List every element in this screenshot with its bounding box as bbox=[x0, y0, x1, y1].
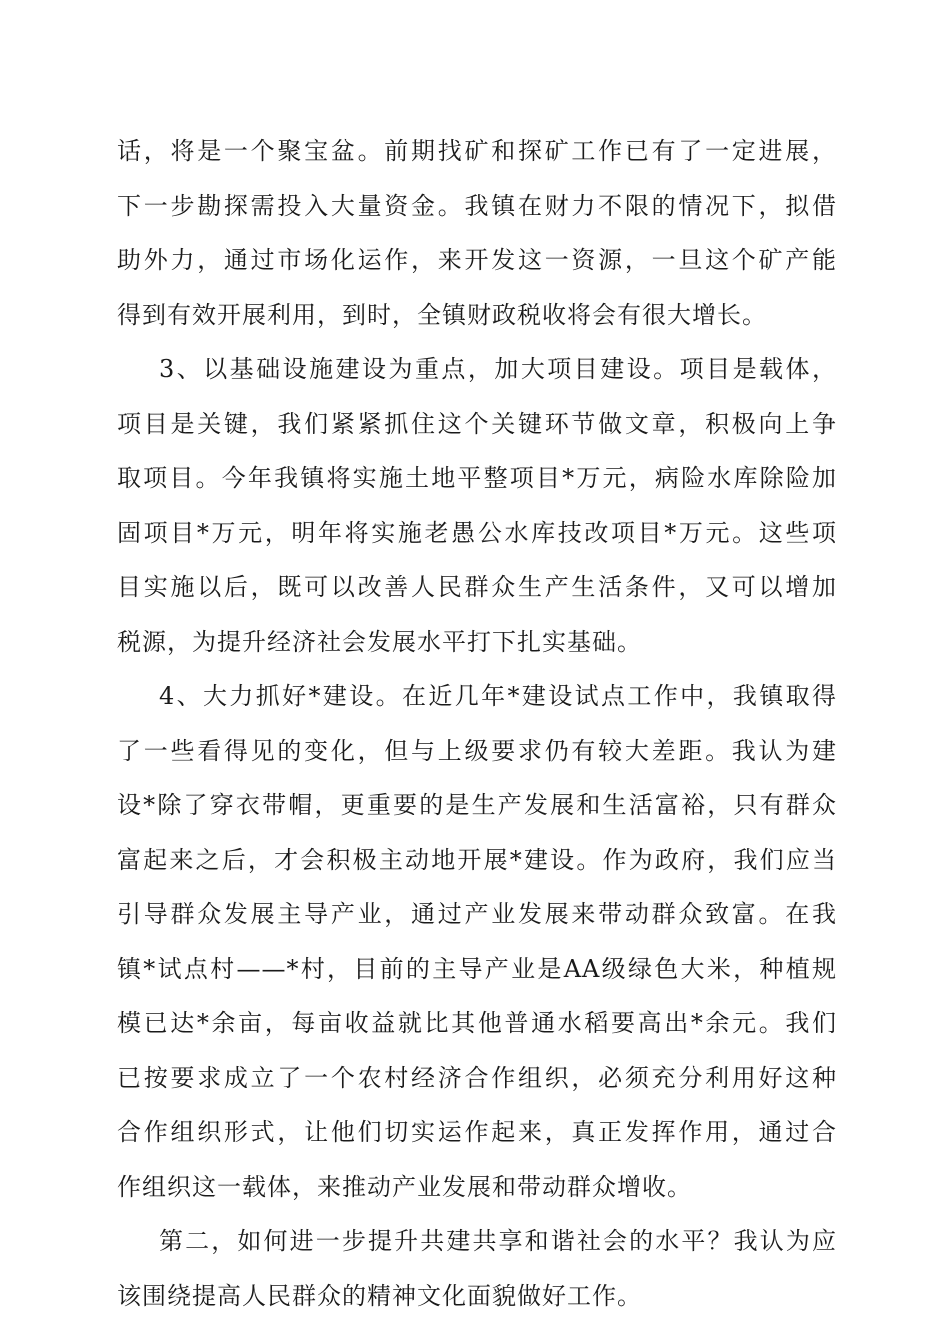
body-text bbox=[117, 124, 837, 1323]
paragraph-4-line-2: 该围绕提高人民群众的精神文化面貌做好工作。 bbox=[117, 1281, 642, 1310]
paragraph-1-line-4: 得到有效开展利用，到时，全镇财政税收将会有很大增长。 bbox=[117, 300, 767, 329]
paragraph-3-line-1: 4、大力抓好*建设。在近几年*建设试点工作中，我镇取得 bbox=[159, 682, 837, 710]
paragraph-2-line-4: 固项目*万元，明年将实施老愚公水库技改项目*万元。这些项 bbox=[117, 518, 837, 547]
paragraph-1-line-3: 助外力，通过市场化运作，来开发这一资源，一旦这个矿产能 bbox=[117, 246, 837, 274]
paragraph-2-line-5: 目实施以后，既可以改善人民群众生产生活条件，又可以增加 bbox=[117, 573, 837, 601]
paragraph-3-line-2: 了一些看得见的变化，但与上级要求仍有较大差距。我认为建 bbox=[117, 736, 837, 765]
paragraph-3-line-5: 引导群众发展主导产业，通过产业发展来带动群众致富。在我 bbox=[117, 900, 837, 928]
paragraph-4-line-1: 第二，如何进一步提升共建共享和谐社会的水平？我认为应 bbox=[159, 1227, 837, 1255]
paragraph-3-line-7: 模已达*余亩，每亩收益就比其他普通水稻要高出*余元。我们 bbox=[117, 1009, 837, 1037]
paragraph-3-line-9: 合作组织形式，让他们切实运作起来，真正发挥作用，通过合 bbox=[117, 1118, 837, 1146]
paragraph-2-line-6: 税源，为提升经济社会发展水平打下扎实基础。 bbox=[117, 627, 642, 656]
paragraph-3-line-6: 镇*试点村——*村，目前的主导产业是AA级绿色大米，种植规 bbox=[117, 954, 837, 983]
paragraph-3-line-8: 已按要求成立了一个农村经济合作组织，必须充分利用好这种 bbox=[117, 1063, 837, 1092]
paragraph-2-line-3: 取项目。今年我镇将实施土地平整项目*万元，病险水库除险加 bbox=[117, 464, 837, 492]
paragraph-3-line-3: 设*除了穿衣带帽，更重要的是生产发展和生活富裕，只有群众 bbox=[117, 791, 837, 819]
paragraph-1-line-1: 话，将是一个聚宝盆。前期找矿和探矿工作已有了一定进展， bbox=[117, 137, 837, 165]
paragraph-2-line-1: 3、以基础设施建设为重点，加大项目建设。项目是载体， bbox=[159, 355, 837, 383]
paragraph-3-line-10: 作组织这一载体，来推动产业发展和带动群众增收。 bbox=[117, 1172, 692, 1201]
paragraph-2-line-2: 项目是关键，我们紧紧抓住这个关键环节做文章，积极向上争 bbox=[117, 409, 837, 438]
paragraph-3-line-4: 富起来之后，才会积极主动地开展*建设。作为政府，我们应当 bbox=[117, 845, 837, 874]
paragraph-1-line-2: 下一步勘探需投入大量资金。我镇在财力不限的情况下，拟借 bbox=[117, 191, 837, 220]
